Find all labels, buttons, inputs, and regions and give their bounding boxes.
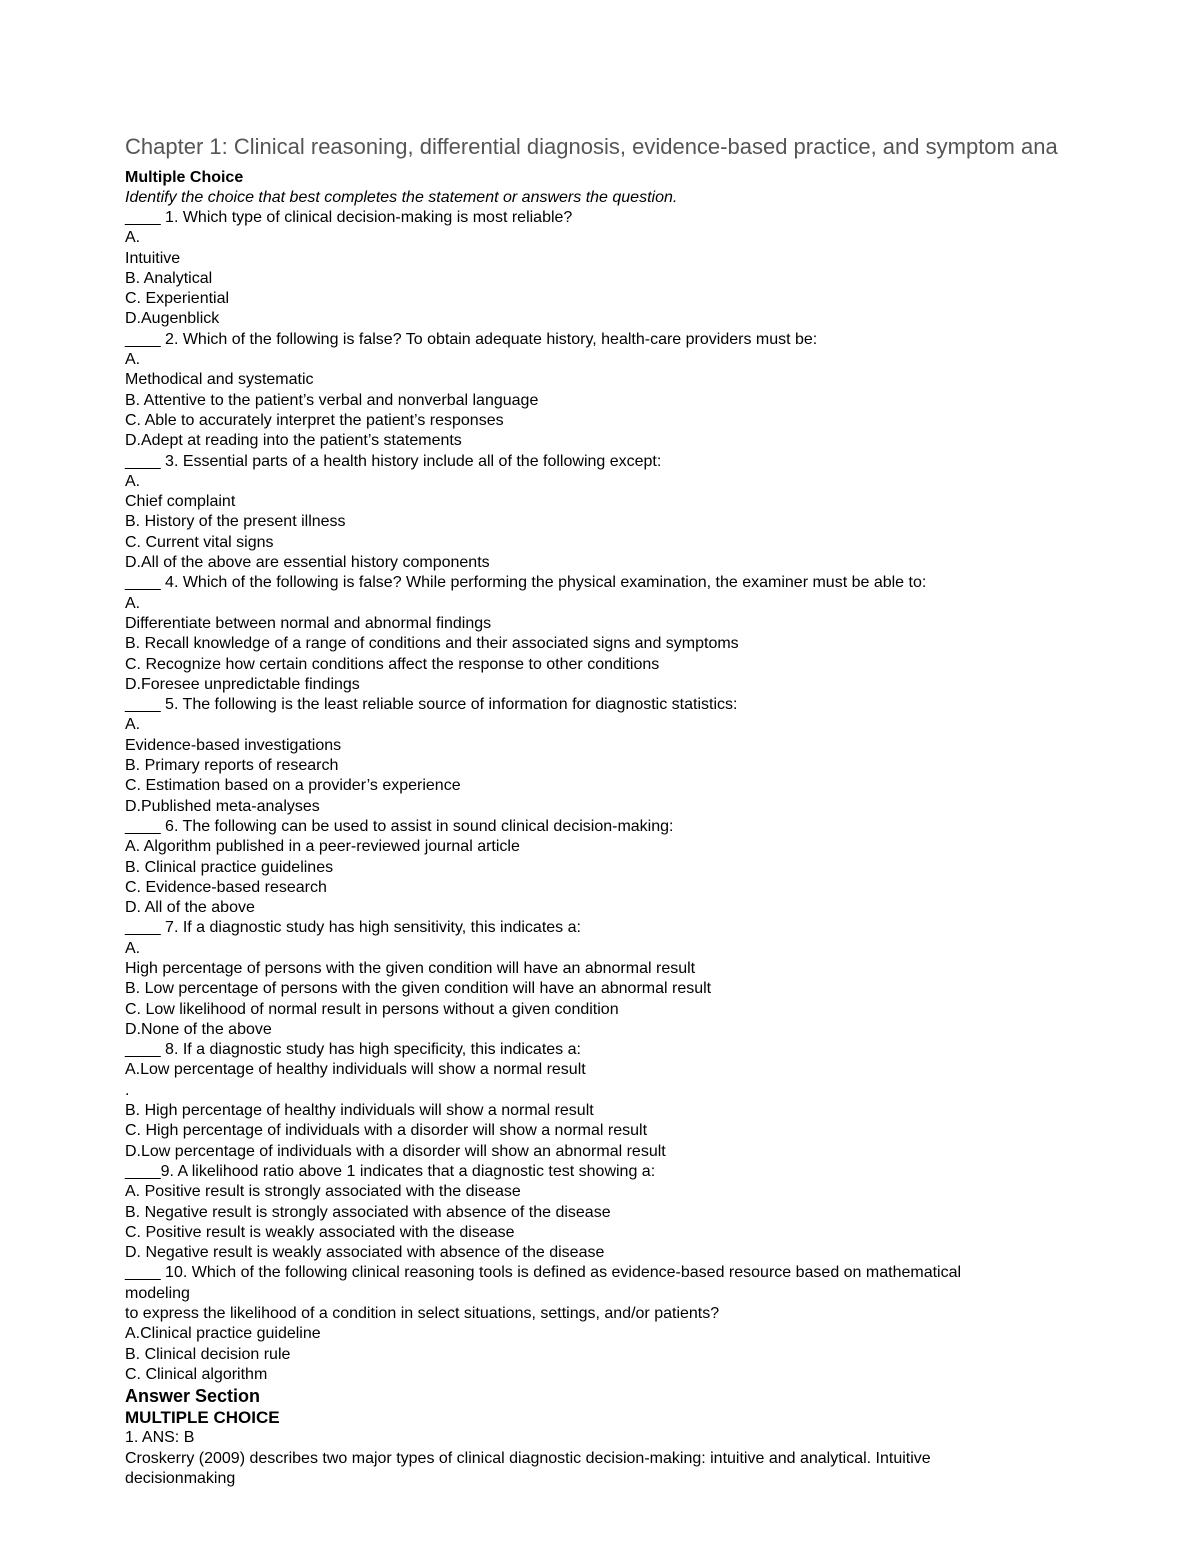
question-line: C. Estimation based on a provider’s experience <box>125 777 461 795</box>
question-line: A. <box>125 229 141 247</box>
question-line: D.None of the above <box>125 1020 272 1038</box>
question-line: ____9. A likelihood ratio above 1 indicates that a diagnostic test showing a: <box>125 1162 656 1180</box>
question-line: B. High percentage of healthy individuals will show a normal result <box>125 1102 594 1120</box>
explanation-line-1: Croskerry (2009) describes two major types of clinical diagnostic decision-making: intuitive and analytical. Intuitive <box>125 1449 931 1467</box>
question-line: D.Published meta-analyses <box>125 797 320 815</box>
question-line: D.Augenblick <box>125 310 220 328</box>
question-line: D.All of the above are essential history components <box>125 554 490 572</box>
question-line: A. Algorithm published in a peer-reviewed journal article <box>125 838 520 856</box>
question-line: ____ 8. If a diagnostic study has high specificity, this indicates a: <box>125 1041 581 1059</box>
question-line: C. Low likelihood of normal result in persons without a given condition <box>125 1000 619 1018</box>
question-line: D. Negative result is weakly associated with absence of the disease <box>125 1244 605 1262</box>
question-line: B. Negative result is strongly associated with absence of the disease <box>125 1203 611 1221</box>
question-line: B. Primary reports of research <box>125 757 339 775</box>
question-line: B. Recall knowledge of a range of conditions and their associated signs and symptoms <box>125 635 739 653</box>
question-line: C. Clinical algorithm <box>125 1365 268 1383</box>
question-line: C. Current vital signs <box>125 533 274 551</box>
question-line: . <box>125 1081 130 1099</box>
question-line: A. <box>125 594 141 612</box>
question-line: ____ 4. Which of the following is false? While performing the physical examination, the examiner must be able to: <box>125 574 927 592</box>
question-line: Chief complaint <box>125 493 236 511</box>
question-list <box>125 208 1065 1385</box>
section-header: Multiple Choice <box>125 169 244 186</box>
question-line: B. Analytical <box>125 269 213 287</box>
answer-1: 1. ANS: B <box>125 1429 195 1447</box>
question-line: B. Clinical decision rule <box>125 1345 291 1363</box>
question-line: A. Positive result is strongly associated with the disease <box>125 1183 521 1201</box>
answer-section-heading: Answer Section <box>125 1386 261 1407</box>
question-line: C. Able to accurately interpret the patient’s responses <box>125 411 504 429</box>
question-line: High percentage of persons with the given condition will have an abnormal result <box>125 959 696 977</box>
instructions: Identify the choice that best completes the statement or answers the question. <box>125 189 678 206</box>
question-line: ____ 1. Which type of clinical decision-making is most reliable? <box>125 209 573 226</box>
question-line: C. Positive result is weakly associated with the disease <box>125 1223 515 1241</box>
question-line: D.Low percentage of individuals with a disorder will show an abnormal result <box>125 1142 666 1160</box>
question-line: C. Recognize how certain conditions affect the response to other conditions <box>125 655 660 673</box>
chapter-title: Chapter 1: Clinical reasoning, differential diagnosis, evidence-based practice, and symptom ana <box>125 134 1058 159</box>
question-line: C. Evidence-based research <box>125 878 327 896</box>
explanation-line-2: decisionmaking <box>125 1469 236 1487</box>
question-line: ____ 5. The following is the least reliable source of information for diagnostic statistics: <box>125 696 738 714</box>
question-line: D.Adept at reading into the patient’s statements <box>125 432 462 450</box>
document-page <box>125 134 1065 1489</box>
question-line: Intuitive <box>125 249 181 267</box>
question-line: B. Attentive to the patient’s verbal and nonverbal language <box>125 391 539 409</box>
question-line: A. <box>125 351 141 369</box>
question-line: A.Clinical practice guideline <box>125 1325 321 1343</box>
question-line: modeling <box>125 1284 190 1302</box>
answer-subheading: MULTIPLE CHOICE <box>125 1408 280 1428</box>
question-line: D. All of the above <box>125 899 255 917</box>
question-line: ____ 6. The following can be used to assist in sound clinical decision-making: <box>125 817 674 835</box>
question-line: B. History of the present illness <box>125 513 346 531</box>
question-line: ____ 7. If a diagnostic study has high sensitivity, this indicates a: <box>125 919 581 937</box>
question-line: C. High percentage of individuals with a disorder will show a normal result <box>125 1122 648 1140</box>
question-line: ____ 10. Which of the following clinical reasoning tools is defined as evidence-based resource based on mathematical <box>125 1264 962 1282</box>
question-line: A. <box>125 716 141 734</box>
question-line: Differentiate between normal and abnormal findings <box>125 614 492 632</box>
question-line: A. <box>125 472 141 490</box>
question-line: B. Low percentage of persons with the given condition will have an abnormal result <box>125 980 712 998</box>
question-line: C. Experiential <box>125 290 230 308</box>
question-line: A. <box>125 939 141 957</box>
question-line: A.Low percentage of healthy individuals will show a normal result <box>125 1061 586 1079</box>
question-line: Methodical and systematic <box>125 371 314 389</box>
question-line: ____ 3. Essential parts of a health history include all of the following except: <box>125 452 662 470</box>
question-line: B. Clinical practice guidelines <box>125 858 334 876</box>
question-line: D.Foresee unpredictable findings <box>125 675 360 693</box>
question-line: to express the likelihood of a condition in select situations, settings, and/or patients? <box>125 1305 720 1323</box>
question-line: Evidence-based investigations <box>125 736 342 754</box>
question-line: ____ 2. Which of the following is false? To obtain adequate history, health-care providers must be: <box>125 330 818 348</box>
